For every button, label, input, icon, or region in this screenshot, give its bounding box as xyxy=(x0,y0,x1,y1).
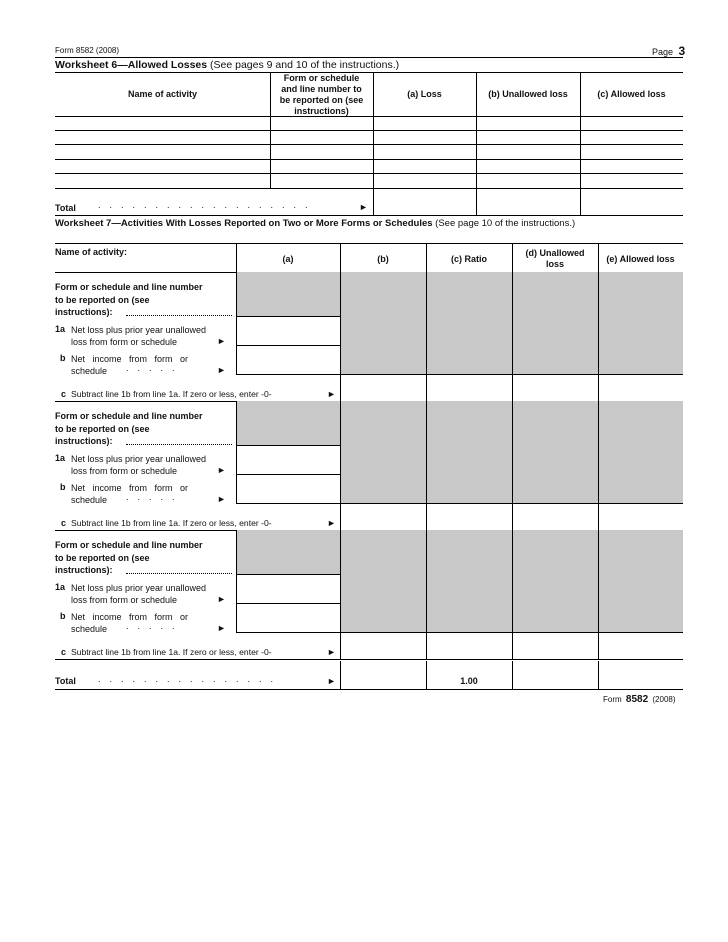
ws7-g1-1a-input[interactable] xyxy=(237,317,339,344)
ws7-title-row xyxy=(55,218,575,229)
ws7-g2-1b-line1: Net income from form or xyxy=(71,483,189,493)
ws7-g1-form-label-line2: to be reported on (see xyxy=(55,294,150,305)
ws7-g1-1a-line1: Net loss plus prior year unallowed xyxy=(71,325,207,335)
ws7-total-rule xyxy=(55,689,683,690)
ws6-title-row xyxy=(55,59,399,71)
ws6-col-b: (b) Unallowed loss xyxy=(488,89,568,99)
ws7-col-b: (b) xyxy=(377,254,389,264)
ws7-name-label: Name of activity: xyxy=(55,247,128,257)
ws7-g3-shade-a xyxy=(236,530,340,574)
footer-form-id xyxy=(603,694,676,705)
ws6-col-form-line1: Form or schedule xyxy=(283,73,360,83)
ws7-g3-1b-line2: schedule xyxy=(71,624,108,634)
ws6-col-form-line3: be reported on (see xyxy=(279,95,364,105)
ws7-g2-1b-line2: schedule xyxy=(71,495,108,505)
ws7-g2-1c-text: Subtract line 1b from line 1a. If zero or less, enter -0- xyxy=(71,518,272,528)
ws6-row-4[interactable] xyxy=(55,173,683,174)
ws7-g1-shade-a xyxy=(236,272,340,316)
ws7-g1-1b-input[interactable] xyxy=(237,346,339,373)
ws7-col-d xyxy=(512,248,598,270)
ws7-total-label: Total xyxy=(55,676,76,686)
footer-form-word: Form xyxy=(603,695,622,704)
ws7-header-vline-4 xyxy=(512,243,513,272)
ws7-g3-1b-num: b xyxy=(60,611,66,621)
footer-year: (2008) xyxy=(652,695,676,704)
ws7-g1-form-fill[interactable] xyxy=(126,315,232,316)
ws6-total-label: Total xyxy=(55,203,76,213)
ws7-g2-form-label-line1: Form or schedule and line number xyxy=(55,411,203,421)
ws7-note: (See page 10 of the instructions.) xyxy=(435,218,576,229)
ws7-g2-1c-num: c xyxy=(61,518,67,528)
ws7-g1-form-label-line1: Form or schedule and line number xyxy=(55,282,203,292)
ws6-title: Worksheet 6—Allowed Losses xyxy=(55,59,208,71)
ws7-col-d-line1: (d) Unallowed xyxy=(525,248,585,258)
ws7-g3-1a-num: 1a xyxy=(55,582,66,592)
ws7-col-c: (c) Ratio xyxy=(451,254,487,264)
ws7-g2-1a-text xyxy=(71,453,206,477)
ws7-g1-1b-line1: Net income from form or xyxy=(71,354,189,364)
ws7-total-vline-4 xyxy=(598,661,599,689)
ws6-row-2[interactable] xyxy=(55,144,683,145)
ws7-g3-1a-input[interactable] xyxy=(237,575,339,602)
ws7-title: Worksheet 7—Activities With Losses Reported on Two or More Forms or Schedules xyxy=(55,218,433,229)
ws7-g2-form-label-line2: to be reported on (see xyxy=(55,423,150,434)
ws7-g3-1b-line1: Net income from form or xyxy=(71,612,189,622)
ws7-total-vline-1 xyxy=(340,661,341,689)
ws7-total-leader: ................ xyxy=(98,674,283,684)
ws7-g1-1a-num: 1a xyxy=(55,324,66,334)
ws6-row-5[interactable] xyxy=(55,188,683,189)
ws7-g2-form-label xyxy=(55,410,203,448)
ws7-g2-form-label-line3: instructions): xyxy=(55,436,113,446)
ws7-g1-1c-text: Subtract line 1b from line 1a. If zero or less, enter -0- xyxy=(71,389,272,399)
ws7-g1-form-label-line3: instructions): xyxy=(55,307,113,317)
ws7-g3-form-fill[interactable] xyxy=(126,573,232,574)
ws7-g1-1b-line2: schedule xyxy=(71,366,108,376)
ws7-total-arrow: ► xyxy=(327,676,336,686)
ws7-g1-1b-arrow: ► xyxy=(217,365,226,375)
ws7-g3-1a-arrow: ► xyxy=(217,594,226,604)
ws7-g1-1a-text xyxy=(71,324,206,348)
ws7-title-rule xyxy=(55,243,683,244)
ws7-header-vline-5 xyxy=(598,243,599,272)
ws6-col-name: Name of activity xyxy=(127,89,198,99)
header-rule xyxy=(55,57,683,58)
ws6-note: (See pages 9 and 10 of the instructions.) xyxy=(210,59,400,71)
ws6-row-3[interactable] xyxy=(55,159,683,160)
ws7-g1-1c-input[interactable] xyxy=(341,375,683,400)
ws6-col-form-line4: instructions) xyxy=(294,106,349,116)
page-word: Page xyxy=(652,47,674,57)
ws6-col-a: (a) Loss xyxy=(407,89,442,99)
ws7-g3-1b-leader: ..... xyxy=(126,621,184,631)
ws7-g3-1b-arrow: ► xyxy=(217,623,226,633)
ws7-g3-1c-num: c xyxy=(61,647,67,657)
ws7-g2-1a-arrow: ► xyxy=(217,465,226,475)
ws7-g2-1b-input[interactable] xyxy=(237,475,339,502)
page-number: 3 xyxy=(678,44,686,58)
ws7-g3-form-label-line3: instructions): xyxy=(55,565,113,575)
ws7-total-ratio[interactable]: 1.00 xyxy=(460,676,478,686)
ws7-total-vline-2 xyxy=(426,661,427,689)
ws7-col-a: (a) xyxy=(282,254,294,264)
ws7-g3-1c-arrow: ► xyxy=(327,647,336,657)
ws6-total-arrow: ► xyxy=(359,202,368,212)
ws7-g2-form-fill[interactable] xyxy=(126,444,232,445)
ws7-g2-1b-arrow: ► xyxy=(217,494,226,504)
ws7-g2-1a-line1: Net loss plus prior year unallowed xyxy=(71,454,207,464)
page-label xyxy=(652,44,685,58)
ws7-g1-1b-num: b xyxy=(60,353,66,363)
ws7-g1-form-label xyxy=(55,281,203,319)
ws7-g1-1a-line2: loss from form or schedule xyxy=(71,337,178,347)
ws6-col-form xyxy=(270,73,373,117)
ws7-g2-1c-arrow: ► xyxy=(327,518,336,528)
ws7-g2-1a-input[interactable] xyxy=(237,446,339,473)
ws7-g3-1c-input[interactable] xyxy=(341,633,683,658)
ws7-header-vline-2 xyxy=(340,243,341,272)
ws6-row-1[interactable] xyxy=(55,130,683,131)
ws7-g3-1a-line2: loss from form or schedule xyxy=(71,595,178,605)
ws7-g1-1c-arrow: ► xyxy=(327,389,336,399)
ws7-g3-1b-input[interactable] xyxy=(237,604,339,631)
ws7-g3-bottom xyxy=(55,659,683,660)
footer-form-number: 8582 xyxy=(625,694,649,705)
ws7-g3-form-label-line1: Form or schedule and line number xyxy=(55,540,203,550)
ws7-header-vline-3 xyxy=(426,243,427,272)
ws7-g3-1a-text xyxy=(71,582,206,606)
ws7-g1-1a-arrow: ► xyxy=(217,336,226,346)
ws7-g3-1c-text: Subtract line 1b from line 1a. If zero or less, enter -0- xyxy=(71,647,272,657)
ws7-col-e: (e) Allowed loss xyxy=(606,254,675,264)
ws6-header-bottom xyxy=(55,116,683,117)
ws6-col-c: (c) Allowed loss xyxy=(597,89,666,99)
ws7-g2-shade-a xyxy=(236,401,340,445)
ws7-g2-1a-num: 1a xyxy=(55,453,66,463)
ws6-total-leader: ................... xyxy=(98,200,317,210)
ws7-col-d-line2: loss xyxy=(545,259,564,269)
ws7-g3-form-label-line2: to be reported on (see xyxy=(55,552,150,563)
ws7-g2-1b-num: b xyxy=(60,482,66,492)
ws7-g2-1c-input[interactable] xyxy=(341,504,683,529)
ws7-g1-1b-leader: ..... xyxy=(126,363,184,373)
ws7-g2-1b-leader: ..... xyxy=(126,492,184,502)
ws6-total-rule xyxy=(55,215,683,216)
ws7-total-vline-3 xyxy=(512,661,513,689)
ws7-header-vline-1 xyxy=(236,243,237,272)
form-id: Form 8582 (2008) xyxy=(55,46,120,55)
ws7-g3-1a-line1: Net loss plus prior year unallowed xyxy=(71,583,207,593)
ws6-col-form-line2: and line number to xyxy=(281,84,362,94)
ws7-g1-1c-num: c xyxy=(61,389,67,399)
ws7-g2-1a-line2: loss from form or schedule xyxy=(71,466,178,476)
ws7-g3-form-label xyxy=(55,539,203,577)
